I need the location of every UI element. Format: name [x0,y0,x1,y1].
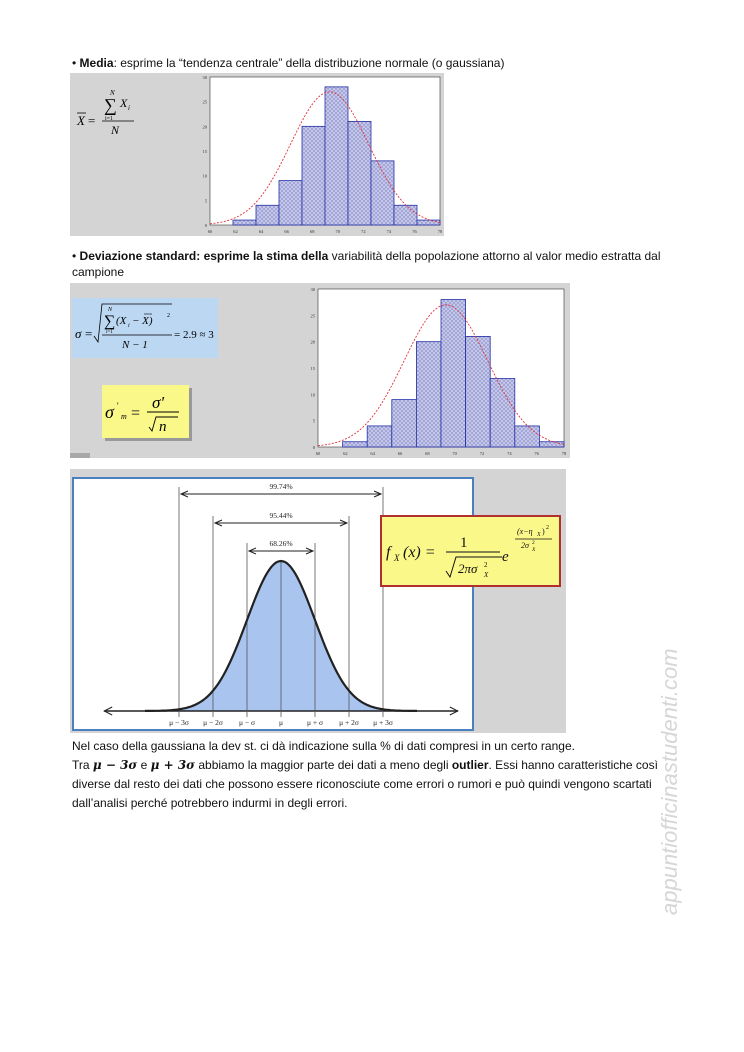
x-tick-label: 68 [309,229,315,234]
body-line-1: Nel caso della gaussiana la dev st. ci dà indicazione sulla % di dati compresi in un certo range. [72,739,575,753]
sigma-axis-label: μ [278,718,284,727]
panel-scrollbar-remnant [70,453,90,458]
svg-text:∑: ∑ [104,313,116,330]
x-tick-label: 60 [315,451,321,456]
histogram-bar [392,400,417,447]
svg-text:N: N [108,307,113,313]
bullet: • [72,56,77,70]
x-tick-label: 62 [343,451,348,456]
histogram-1 [196,73,444,236]
histogram-bar [539,442,564,447]
svg-text:X: X [394,553,400,563]
x-tick-label: 74 [386,229,392,234]
y-tick-label: 10 [202,173,207,179]
histogram-bar [302,126,325,225]
sigma-axis-label: μ − σ [238,718,256,727]
y-tick-label: 30 [202,75,207,80]
x-tick-label: 76 [534,451,539,456]
histogram-bar [490,379,515,447]
gaussian-figure-panel [70,469,566,733]
stderr-formula [102,385,189,438]
svg-text:2: 2 [484,561,488,569]
svg-text:m: m [121,412,127,421]
x-tick-label: 72 [361,229,366,234]
heading-text: variabilità della popolazione attorno al valor medio estratta dal [328,249,661,263]
span-percentage-label: 68.26% [269,539,293,548]
mean-formula-panel [70,73,196,236]
svg-text:f: f [386,544,391,561]
svg-text:=: = [131,405,141,422]
gaussian-pdf-formula-box [381,516,560,586]
y-tick-label: 25 [202,99,207,105]
svg-text:X: X [484,571,489,579]
svg-text:2πσ: 2πσ [458,561,478,576]
y-tick-label: 5 [204,198,207,204]
formula-lhs: X [77,113,85,128]
histogram-bar [343,442,368,447]
mean-formula [70,73,196,236]
svg-text:X: X [532,547,536,553]
stderr-formula-box [102,385,189,438]
histogram-bar [233,220,256,225]
svg-text:e: e [502,549,509,565]
histogram-bar [371,161,394,225]
histogram-bar [417,220,440,225]
y-tick-label: 10 [310,392,315,398]
mu-minus-3sigma: μ − 3σ [92,758,138,772]
x-tick-label: 70 [452,451,457,456]
svg-text:=: = [88,113,96,128]
y-tick-label: 0 [204,223,207,228]
stddev-formula [72,298,218,358]
histogram-bar [441,300,466,447]
svg-text:X: X [537,532,541,538]
heading-text-line2: campione [72,265,125,279]
histogram-bar [394,205,417,225]
body-line-2: Tra μ − 3σ e μ + 3σ abbiamo la maggior parte dei dati a meno degli outlier. Essi hanno caratteristiche così [72,758,658,772]
svg-text:N − 1: N − 1 [122,339,148,351]
svg-text:σ': σ' [152,393,165,412]
body-line-3: diverse dal resto dei dati che possono essere riconosciute come errori o rumori e può quindi vengono scartati [72,777,652,791]
stddev-formula-panel [70,283,302,458]
sigma-axis-label: μ + 3σ [373,718,393,727]
histogram-1-panel [196,73,444,236]
section2-heading [72,248,692,280]
body-line-4: dall’analisi perché potrebbero indurmi in degli errori. [72,796,348,810]
svg-text:n: n [159,419,167,435]
stddev-formula-box [72,298,218,358]
x-tick-label: 64 [370,451,375,456]
bullet: • [72,249,77,263]
histogram-2 [302,283,570,458]
histogram-bar [348,121,371,225]
span-percentage-label: 99.74% [269,482,293,491]
sum-symbol: ∑ [104,95,117,115]
outlier-term: outlier [451,758,489,772]
histogram-bar [466,336,491,447]
svg-text:i=1: i=1 [106,330,113,335]
svg-text:2σ: 2σ [521,541,529,550]
svg-text:= 2.9 ≈ 3: = 2.9 ≈ 3 [174,329,214,341]
sum-bottom: i=1 [105,116,114,122]
formula-sub: i [128,104,130,112]
histogram-bar [325,87,348,225]
x-tick-label: 62 [233,229,238,234]
gaussian-figure [70,469,566,733]
x-tick-label: 68 [425,451,430,456]
y-tick-label: 20 [310,339,315,345]
svg-text:(x−η: (x−η [517,527,533,536]
histogram-bar [515,426,540,447]
sigma-axis-label: μ + 2σ [339,718,359,727]
y-tick-label: 15 [310,366,315,371]
formula-term: X [120,96,128,110]
sigma-axis-label: μ − 3σ [169,718,189,727]
y-tick-label: 20 [202,124,207,130]
span-percentage-label: 95.44% [269,511,293,520]
x-tick-label: 76 [412,229,417,234]
y-tick-label: 30 [310,287,315,292]
formula-denominator: N [111,123,120,137]
x-tick-label: 66 [284,229,289,234]
svg-text:=: = [85,326,93,341]
svg-text:2: 2 [546,525,549,531]
y-tick-label: 15 [202,149,207,154]
svg-text:): ) [542,527,545,536]
x-tick-label: 66 [397,451,403,456]
histogram-bar [256,205,279,225]
heading-bold: Media [79,56,114,70]
svg-text:1: 1 [460,535,468,551]
sigma-axis-label: μ + σ [306,718,324,727]
svg-text:(x) =: (x) = [403,544,436,561]
svg-text:σ: σ [75,326,82,341]
svg-text:': ' [117,401,119,411]
y-tick-label: 0 [312,445,315,450]
svg-text:2: 2 [532,540,535,546]
sum-top: N [110,89,115,97]
y-tick-label: 5 [312,418,315,424]
x-tick-label: 78 [561,451,567,456]
svg-text:σ: σ [105,402,114,422]
x-tick-label: 78 [437,229,443,234]
svg-text:2: 2 [167,313,170,319]
x-tick-label: 64 [258,229,264,234]
watermark: appuntiofficinastudenti.com [657,648,682,915]
section1-heading [72,55,692,71]
svg-text:i: i [128,323,130,329]
histogram-bar [416,342,441,447]
sigma-axis-label: μ − 2σ [203,718,223,727]
histogram-bar [279,181,302,225]
body-paragraph [72,737,692,813]
mu-plus-3sigma: μ + 3σ [150,758,196,772]
x-tick-label: 70 [335,229,341,234]
x-tick-label: 60 [207,229,213,234]
heading-bold: Deviazione standard: esprime la stima della [79,249,329,263]
svg-text:− X): − X) [132,315,153,327]
heading-text: : esprime la “tendenza centrale” della distribuzione normale (o gaussiana) [113,56,505,70]
histogram-2-panel [302,283,570,458]
y-tick-label: 25 [310,313,315,319]
x-tick-label: 72 [479,451,485,456]
svg-text:(X: (X [116,315,127,327]
histogram-bar [367,426,392,447]
x-tick-label: 74 [507,451,512,456]
